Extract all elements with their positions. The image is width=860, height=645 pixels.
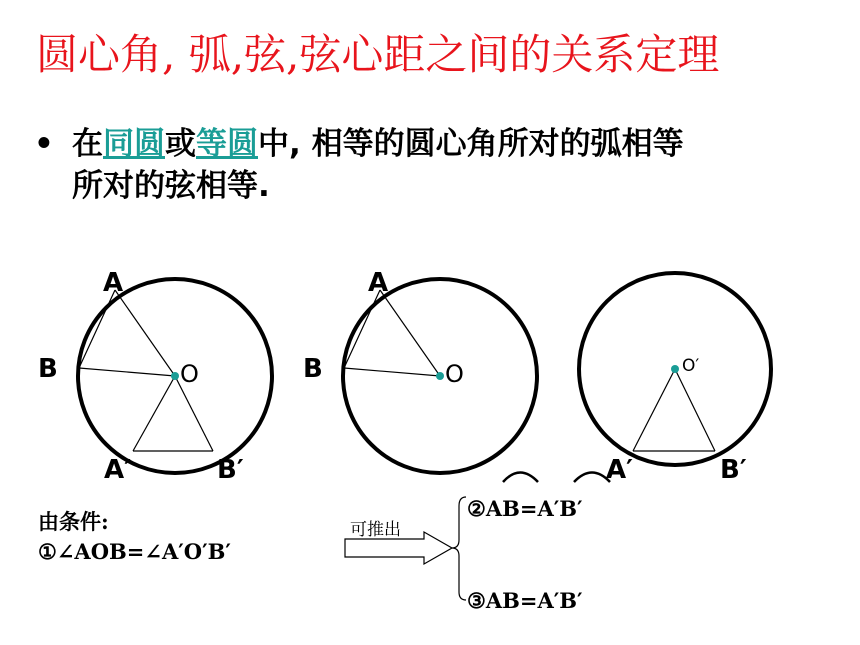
deduce-label: 可推出 — [350, 520, 401, 540]
result-arc-equal: ③AB=A′B′ — [467, 588, 583, 613]
label-B-fig2: B — [303, 354, 323, 384]
chord-AB-1 — [79, 290, 115, 368]
label-A2-fig3: A′ — [606, 455, 633, 485]
center-dot-3 — [671, 365, 679, 373]
brace-icon — [452, 497, 466, 600]
statement-text-2: 或 — [165, 126, 196, 162]
center-dot-1 — [171, 372, 179, 380]
chord-AB-2 — [344, 290, 380, 368]
label-O-fig3: O′ — [682, 356, 700, 376]
radius-OB-1 — [79, 368, 175, 376]
statement-text-1: 在 — [72, 126, 103, 162]
label-B2-fig1: B′ — [217, 455, 244, 485]
arc-mark-1 — [503, 473, 538, 483]
radius-OB2-3 — [675, 369, 715, 451]
label-B2-fig3: B′ — [720, 455, 747, 485]
theorem-line-2: 所对的弦相等. — [72, 168, 270, 204]
label-B-fig1: B — [38, 354, 58, 384]
label-A-fig2: A — [368, 268, 389, 298]
page-title: 圆心角, 弧,弦,弦心距之间的关系定理 — [36, 30, 720, 79]
link-same-circle[interactable]: 同圆 — [103, 126, 165, 162]
radius-OA-2 — [380, 290, 440, 376]
radius-OA2-1 — [133, 376, 175, 451]
radius-OA-1 — [115, 290, 175, 376]
label-A2-fig1: A′ — [104, 455, 131, 485]
link-equal-circles[interactable]: 等圆 — [196, 126, 258, 162]
label-A-fig1: A — [103, 268, 124, 298]
bullet-dot: • — [34, 126, 54, 162]
label-O-fig2: O — [445, 360, 464, 388]
result-chord-equal: ②AB=A′B′ — [467, 496, 583, 521]
radius-OA2-3 — [633, 369, 675, 451]
label-O-fig1: O — [180, 360, 199, 388]
given-label: 由条件: — [38, 509, 109, 534]
radius-OB-2 — [344, 368, 440, 376]
arc-mark-2 — [574, 473, 610, 483]
statement-text-3: 中, 相等的圆心角所对的弧相等 — [258, 126, 684, 162]
center-dot-2 — [436, 372, 444, 380]
given-condition: ①∠AOB=∠A′O′B′ — [38, 539, 231, 564]
